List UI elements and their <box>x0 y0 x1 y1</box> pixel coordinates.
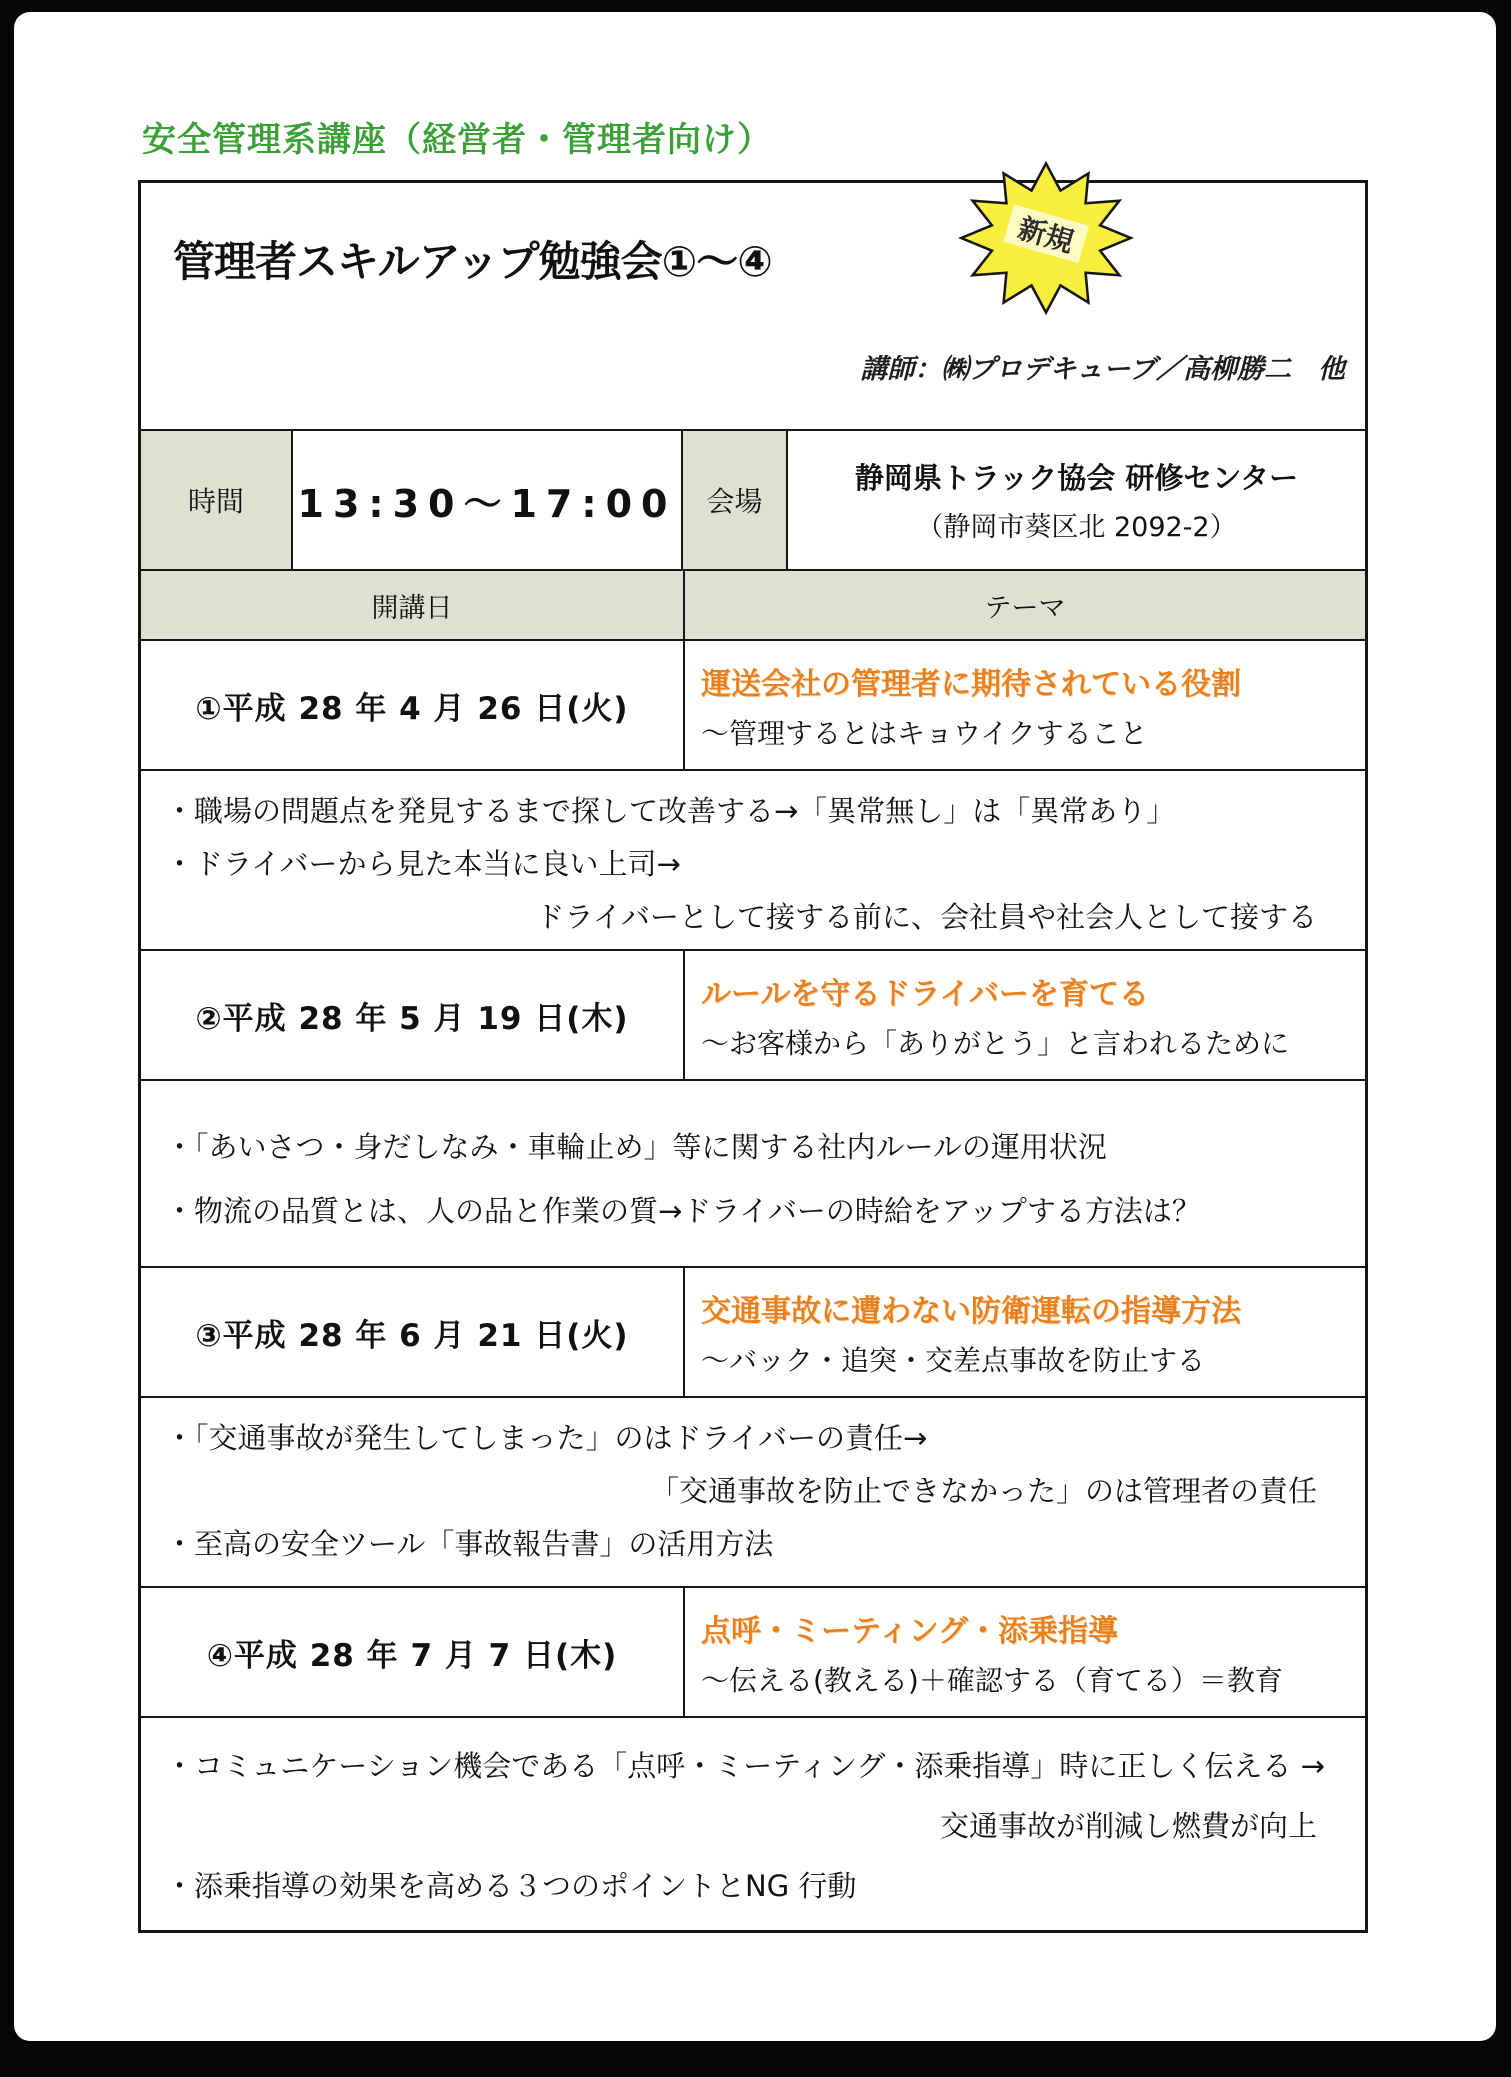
theme-column-header: テーマ <box>683 571 1365 639</box>
session-date: ①平成 28 年 4 月 26 日(火) <box>195 690 629 727</box>
session-row-1 <box>141 641 1365 771</box>
detail-line: ・職場の問題点を発見するまで探して改善する→「異常無し」は「異常あり」 <box>165 794 1176 828</box>
theme-title: 点呼・ミーティング・添乗指導 <box>701 1613 1118 1649</box>
session-detail-1 <box>141 771 1365 951</box>
session-theme <box>683 1268 1365 1396</box>
detail-line: ・物流の品質とは、人の品と作業の質→ドライバーの時給をアップする方法は？ <box>165 1194 1201 1228</box>
theme-subtitle: ～伝える(教える)＋確認する（育てる）＝教育 <box>701 1663 1283 1697</box>
date-column-header: 開講日 <box>141 571 683 639</box>
new-badge-label: 新規 <box>1014 211 1078 259</box>
schedule-header-row <box>141 571 1365 641</box>
time-value: 13:30～17:00 <box>291 431 681 569</box>
starburst-icon <box>957 159 1135 317</box>
session-theme <box>683 1588 1365 1716</box>
detail-line: 交通事故が削減し燃費が向上 <box>939 1809 1317 1843</box>
detail-line: ・ドライバーから見た本当に良い上司→ <box>165 847 681 881</box>
theme-subtitle: ～管理するとはキョウイクすること <box>701 716 1148 750</box>
session-date: ③平成 28 年 6 月 21 日(火) <box>195 1317 629 1354</box>
theme-title: 運送会社の管理者に期待されている役割 <box>701 666 1241 702</box>
venue-cell <box>786 431 1365 569</box>
page-title: 安全管理系講座（経営者・管理者向け） <box>142 120 772 160</box>
detail-line: ・添乗指導の効果を高める３つのポイントとNG 行動 <box>165 1869 857 1903</box>
course-header-section <box>141 183 1365 431</box>
session-date: ④平成 28 年 7 月 7 日(木) <box>206 1637 618 1674</box>
time-label: 時間 <box>141 431 291 569</box>
course-table <box>138 180 1368 1933</box>
detail-line: 「交通事故を防止できなかった」のは管理者の責任 <box>649 1474 1317 1508</box>
venue-address: （静岡市葵区北 2092-2） <box>916 512 1237 543</box>
detail-line: ドライバーとして接する前に、会社員や社会人として接する <box>535 900 1317 934</box>
venue-name: 静岡県トラック協会 研修センター <box>854 461 1299 495</box>
theme-title: ルールを守るドライバーを育てる <box>701 976 1149 1012</box>
time-venue-row <box>141 431 1365 571</box>
session-theme <box>683 641 1365 769</box>
scanned-page <box>14 12 1496 2041</box>
new-badge <box>957 159 1135 317</box>
venue-label: 会場 <box>681 431 786 569</box>
session-row-3 <box>141 1268 1365 1398</box>
detail-line: ・「交通事故が発生してしまった」のはドライバーの責任→ <box>165 1421 928 1455</box>
theme-subtitle: ～お客様から「ありがとう」と言われるために <box>701 1026 1290 1060</box>
theme-subtitle: ～バック・追突・交差点事故を防止する <box>701 1343 1206 1377</box>
course-title: 管理者スキルアップ勉強会①～④ <box>173 237 772 286</box>
detail-line: ・「あいさつ・身だしなみ・車輪止め」等に関する社内ルールの運用状況 <box>165 1130 1107 1164</box>
session-theme <box>683 951 1365 1079</box>
session-detail-3 <box>141 1398 1365 1588</box>
session-detail-2 <box>141 1081 1365 1268</box>
session-row-2 <box>141 951 1365 1081</box>
theme-title: 交通事故に遭わない防衛運転の指導方法 <box>701 1293 1241 1329</box>
detail-line: ・至高の安全ツール「事故報告書」の活用方法 <box>165 1527 774 1561</box>
session-row-4 <box>141 1588 1365 1718</box>
lecturer-line: 講師：㈱プロデキューブ／高柳勝二 他 <box>860 354 1345 385</box>
session-detail-4 <box>141 1718 1365 1930</box>
session-date: ②平成 28 年 5 月 19 日(木) <box>195 1000 629 1037</box>
detail-line: ・コミュニケーション機会である「点呼・ミーティング・添乗指導」時に正しく伝える → <box>165 1749 1325 1783</box>
